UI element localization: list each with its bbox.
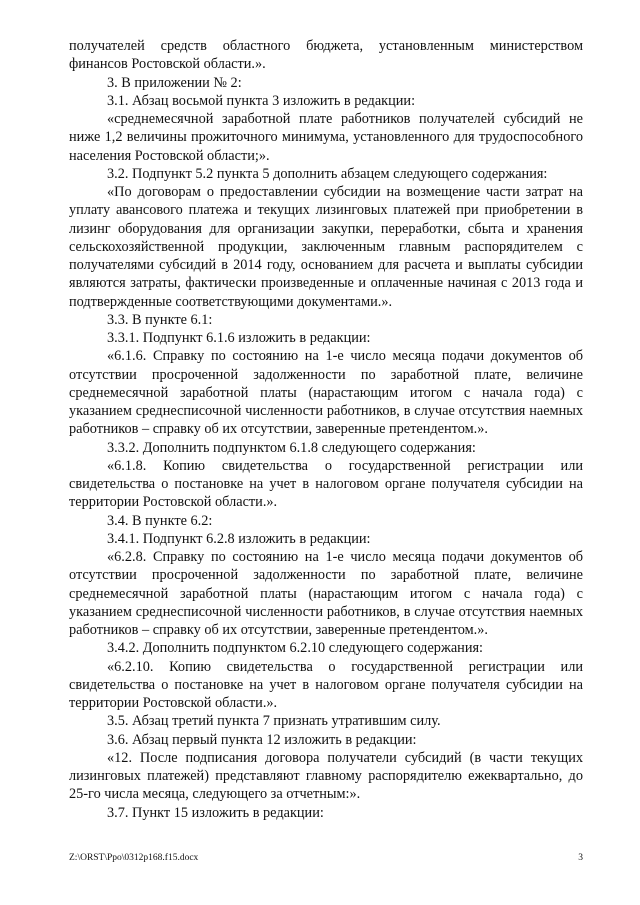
paragraph: «среднемесячной заработной плате работников получателей субсидий не ниже 1,2 величины прожиточного минимума, установленного для трудоспособного населения Ростовской области;».	[69, 111, 583, 164]
paragraph: 3.4.2. Дополнить подпунктом 6.2.10 следующего содержания:	[107, 640, 484, 657]
footer-page-number: 3	[578, 853, 583, 863]
paragraph: 3.5. Абзац третий пункта 7 признать утратившим силу.	[107, 713, 441, 730]
paragraph: «6.2.10. Копию свидетельства о государственной регистрации или свидетельства о постановке на учет в налоговом органе получателя субсидии на территории Ростовской области.».	[69, 658, 583, 711]
paragraph: 3.4. В пункте 6.2:	[107, 512, 213, 529]
paragraph: «6.1.6. Справку по состоянию на 1-е число месяца подачи документов об отсутствии просроченной задолженности по заработной плате, величине среднемесячной заработной платы (нарастающим итогом с начала года) с указанием среднесписочной численности работников, в случае отсутствия наемных работников – справку об их отсутствии, заверенные претендентом.».	[69, 348, 583, 438]
paragraph: 3.1. Абзац восьмой пункта 3 изложить в редакции:	[107, 92, 416, 109]
document-body	[69, 37, 583, 822]
paragraph: 3.2. Подпункт 5.2 пункта 5 дополнить абзацем следующего содержания:	[107, 165, 548, 182]
paragraph: 3.4.1. Подпункт 6.2.8 изложить в редакции:	[107, 530, 371, 547]
paragraph: 3.3.2. Дополнить подпунктом 6.1.8 следующего содержания:	[107, 439, 476, 456]
paragraph: 3.7. Пункт 15 изложить в редакции:	[107, 804, 324, 821]
footer-file-path: Z:\ORST\Ppo\0312p168.f15.docx	[69, 853, 199, 863]
paragraph: «12. После подписания договора получатели субсидий (в части текущих лизинговых платежей) представляют главному распорядителю ежеквартально, до 25-го числа месяца, следующего за отчетным:».	[69, 749, 583, 803]
page-footer	[69, 852, 583, 864]
paragraph: 3.6. Абзац первый пункта 12 изложить в редакции:	[107, 731, 417, 748]
paragraph: получателей средств областного бюджета, установленным министерством финансов Ростовской области.».	[69, 38, 583, 73]
paragraph: 3.3.1. Подпункт 6.1.6 изложить в редакции:	[107, 330, 371, 346]
paragraph: 3. В приложении № 2:	[107, 74, 242, 91]
paragraph: «6.1.8. Копию свидетельства о государственной регистрации или свидетельства о постановке на учет в налоговом органе получателя субсидии на территории Ростовской области.».	[69, 457, 583, 511]
paragraph: «По договорам о предоставлении субсидии на возмещение части затрат на уплату авансового платежа и текущих лизинговых платежей при приобретении в лизинг оборудования для организации закупки, переработки, сбыта и хранения сельскохозяйственной продукции, заключенным главным распорядителем с получателями субсидий в 2014 году, основанием для расчета и выплаты субсидии являются затраты, фактически произведенные и оплаченные начиная с 2013 года и подтвержденные соответствующими документами.».	[69, 184, 583, 310]
paragraph: «6.2.8. Справку по состоянию на 1-е число месяца подачи документов об отсутствии просроченной задолженности по заработной плате, величине среднемесячной заработной платы (нарастающим итогом с начала года) с указанием среднесписочной численности работников, в случае отсутствия наемных работников – справку об их отсутствии, заверенные претендентом.».	[69, 549, 583, 638]
paragraph: 3.3. В пункте 6.1:	[107, 311, 213, 328]
